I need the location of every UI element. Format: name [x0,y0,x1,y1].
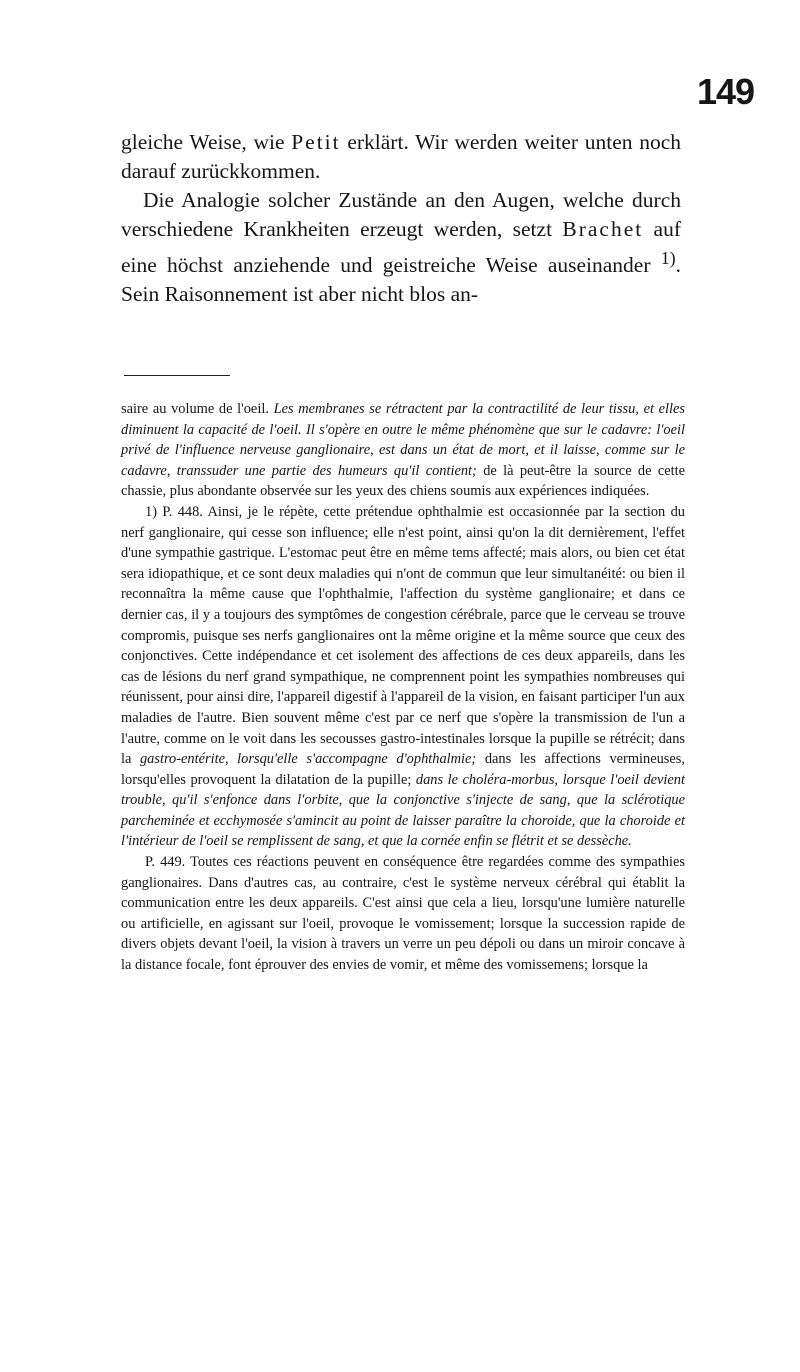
footnote-paragraph-3: P. 449. Toutes ces réactions peuvent en conséquence être regardées comme des sympathies ganglionaires. Dans d'autres cas, au contraire, c'est le système nerveux cérébral qui établit la communication entre les deux appareils. C'est ainsi que cela a lieu, lorsqu'une lumière naturelle ou artificielle, en agissant sur l'oeil, provoque le vomissement; lorsque la succession rapide de divers objets devant l'oeil, la vision à travers un verre un peu dépoli ou dans un miroir concave à la distance focale, font éprouver des envies de vomir, et même des vomissemens; lorsque la [121,854,685,974]
text-run: dans les affections vermineuses, lorsqu'elles provoquent la dilatation de la pupille; [121,751,685,788]
author-name-brachet: Brachet [562,217,644,241]
text-run: saire au volume de l'oeil. [121,401,274,417]
author-name-petit: Petit [291,130,341,154]
footnote-paragraph-2 [121,502,685,852]
text-run: gleiche Weise, wie [121,130,292,154]
text-run: auf eine höchst anziehende und geistreiche Weise auseinander [121,217,681,278]
text-run: erklärt. Wir werden weiter unten noch darauf zurückkommen. [121,130,682,183]
footnote-paragraph-1 [121,399,685,502]
text-run: 1) P. 448. Ainsi, je le répète, cette prétendue ophthalmie est occasionnée par la section du nerf ganglionaire, qui cesse son influence; elle n'est point, ainsi qu'on la dit dernièrement, l'effet d'une sympathie gastrique. L'estomac peut être en même tems affecté; mais alors, ou bien cet état sera idiopathique, et ce sont deux maladies qui n'ont de commun que leur simultanéité: ou bien il reconnaîtra la même cause que l'ophthalmie, l'affection du système ganglionaire; et dans ce dernier cas, il y a toujours des symptômes de congestion cérébrale, parce que le cerveau se trouve compromis, puisque ses nerfs ganglionaires ont la même origine et la même source que ceux des conjonctives. Cette indépendance et cet isolement des affections de ces deux appareils, dans les cas de lésions du nerf grand sympathique, ne comprennent point les sympathies nombreuses qui réunissent, pour ainsi dire, l'appareil digestif à l'appareil de la vision, en faisant participer l'un aux maladies de l'autre. Bien souvent même c'est par ce nerf que s'opère la transmission de l'un a l'autre, comme on le voit dans les secousses gastro-intestinales lorsque la pupille se rétrécit; dans la [121,503,685,768]
text-run: . Sein Raisonnement ist aber nicht blos an- [121,253,681,307]
italic-run: dans le choléra-morbus, lorsque l'oeil devient trouble, qu'il s'enfonce dans l'orbite, que la conjonctive s'injecte de sang, que la sclérotique parcheminée et ecchymosée s'amincit au point de laisser paraître la choroide, que la choroide et l'intérieur de l'oeil se remplissent de sang, et que la cornée enfin se flétrit et se dessèche. [121,771,685,850]
main-text [121,128,681,309]
page-number: 149 [697,71,755,112]
footnote [121,399,685,976]
italic-run: Les membranes se rétractent par la contractilité de leur tissu, et elles diminuent la capacité de l'oeil. Il s'opère en outre le même phénomène que sur le cadavre: l'oeil privé de l'influence nerveuse ganglionaire, est dans un état de mort, et il laisse, comme sur le cadavre, transsuder une partie des humeurs qu'il contient; [121,401,685,479]
footnote-divider [124,375,230,376]
text-run: Die Analogie solcher Zustände an den Augen, welche durch verschiedene Krankheiten erzeugt werden, setzt [121,188,681,241]
italic-run: gastro-entérite, lorsqu'elle s'accompagne d'ophthalmie; [139,751,477,768]
main-paragraph-1 [121,128,681,186]
text-run: de là peut-être la source de cette chassie, plus abondante observée sur les yeux des chiens soumis aux expériences indiquées. [121,462,685,500]
footnote-reference: 1) [660,248,676,268]
main-paragraph-2 [121,186,681,309]
